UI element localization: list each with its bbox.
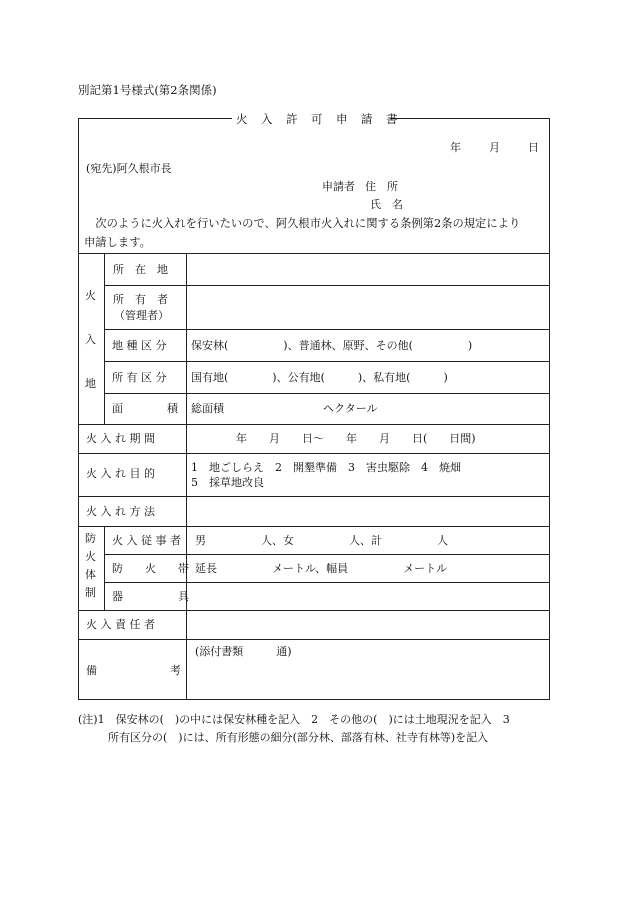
equipment-label: 器 具 xyxy=(112,590,189,603)
land-type-label: 地 種 区 分 xyxy=(112,339,167,352)
firebreak-label: 防 火 帯 xyxy=(112,562,189,575)
notes-line2: 所有区分の( )には、所有形態の細分(部分林、部落有林、社寺有林等)を記入 xyxy=(108,731,489,744)
fire-prevention-char: 体 xyxy=(85,568,96,581)
location-label: 所 在 地 xyxy=(113,263,168,276)
area-value: 総面積 ヘクタール xyxy=(191,402,378,415)
row-divider xyxy=(78,253,550,254)
owner-sublabel: （管理者） xyxy=(114,309,169,322)
ownership-value: 国有地( )、公有地( )、私有地( ) xyxy=(191,371,448,384)
column-divider xyxy=(104,253,105,424)
land-section-char: 入 xyxy=(85,333,96,346)
remarks-value: (添付書類 通) xyxy=(195,645,292,658)
period-label: 火 入 れ 期 間 xyxy=(86,432,155,445)
applicant-label: 申請者 xyxy=(322,180,355,193)
form-reference-note: 別記第1号様式(第2条関係) xyxy=(78,83,217,97)
date-day-label: 日 xyxy=(528,141,539,154)
intro-text-line1: 次のように火入れを行いたいので、阿久根市火入れに関する条例第2条の規定により xyxy=(84,217,521,230)
row-divider xyxy=(78,639,550,640)
land-section-char: 火 xyxy=(85,289,96,302)
column-divider xyxy=(186,253,187,700)
purpose-value-line1: 1 地ごしらえ 2 開墾準備 3 害虫駆除 4 焼畑 xyxy=(191,461,461,474)
applicant-name-label: 氏 名 xyxy=(370,198,403,211)
row-divider xyxy=(78,453,550,454)
firebreak-value: 延長 メートル、幅員 メートル xyxy=(195,562,448,575)
manager-label: 火 入 責 任 者 xyxy=(86,618,155,631)
purpose-label: 火 入 れ 目 的 xyxy=(86,467,155,480)
workers-value: 男 人、女 人、計 人 xyxy=(195,534,448,547)
row-divider xyxy=(78,610,550,611)
workers-label: 火 入 従 事 者 xyxy=(112,534,181,547)
row-divider xyxy=(104,582,550,583)
row-divider xyxy=(104,329,550,330)
row-divider xyxy=(104,393,550,394)
row-divider xyxy=(78,526,550,527)
ownership-label: 所 有 区 分 xyxy=(112,371,167,384)
period-value: 年 月 日～ 年 月 日( 日間) xyxy=(236,432,476,445)
date-year-label: 年 xyxy=(450,141,461,154)
row-divider xyxy=(104,285,550,286)
land-section-char: 地 xyxy=(85,377,96,390)
notes-line1: (注)1 保安林の( )の中には保安林種を記入 2 その他の( )には土地現況を記入 3 xyxy=(78,713,510,726)
land-type-value: 保安林( )、普通林、原野、その他( ) xyxy=(191,339,473,352)
row-divider xyxy=(78,496,550,497)
date-month-label: 月 xyxy=(489,141,500,154)
intro-text-line2: 申請します。 xyxy=(84,236,151,249)
fire-prevention-char: 制 xyxy=(85,586,96,599)
fire-prevention-char: 防 xyxy=(85,532,96,545)
row-divider xyxy=(104,361,550,362)
row-divider xyxy=(104,554,550,555)
column-divider xyxy=(104,526,105,610)
applicant-address-label: 住 所 xyxy=(365,180,398,193)
form-title: 火 入 許 可 申 請 書 xyxy=(236,112,399,126)
purpose-value-line2: 5 採草地改良 xyxy=(191,476,264,489)
area-label: 面 積 xyxy=(112,402,178,415)
date-line xyxy=(450,139,540,155)
addressee: (宛先)阿久根市長 xyxy=(86,162,172,175)
owner-label: 所 有 者 xyxy=(113,293,168,306)
fire-prevention-char: 火 xyxy=(85,550,96,563)
applicant-address-line xyxy=(322,178,398,194)
remarks-label-right: 考 xyxy=(170,664,181,677)
remarks-label-left: 備 xyxy=(86,664,97,677)
method-label: 火 入 れ 方 法 xyxy=(86,505,155,518)
row-divider xyxy=(78,424,550,425)
